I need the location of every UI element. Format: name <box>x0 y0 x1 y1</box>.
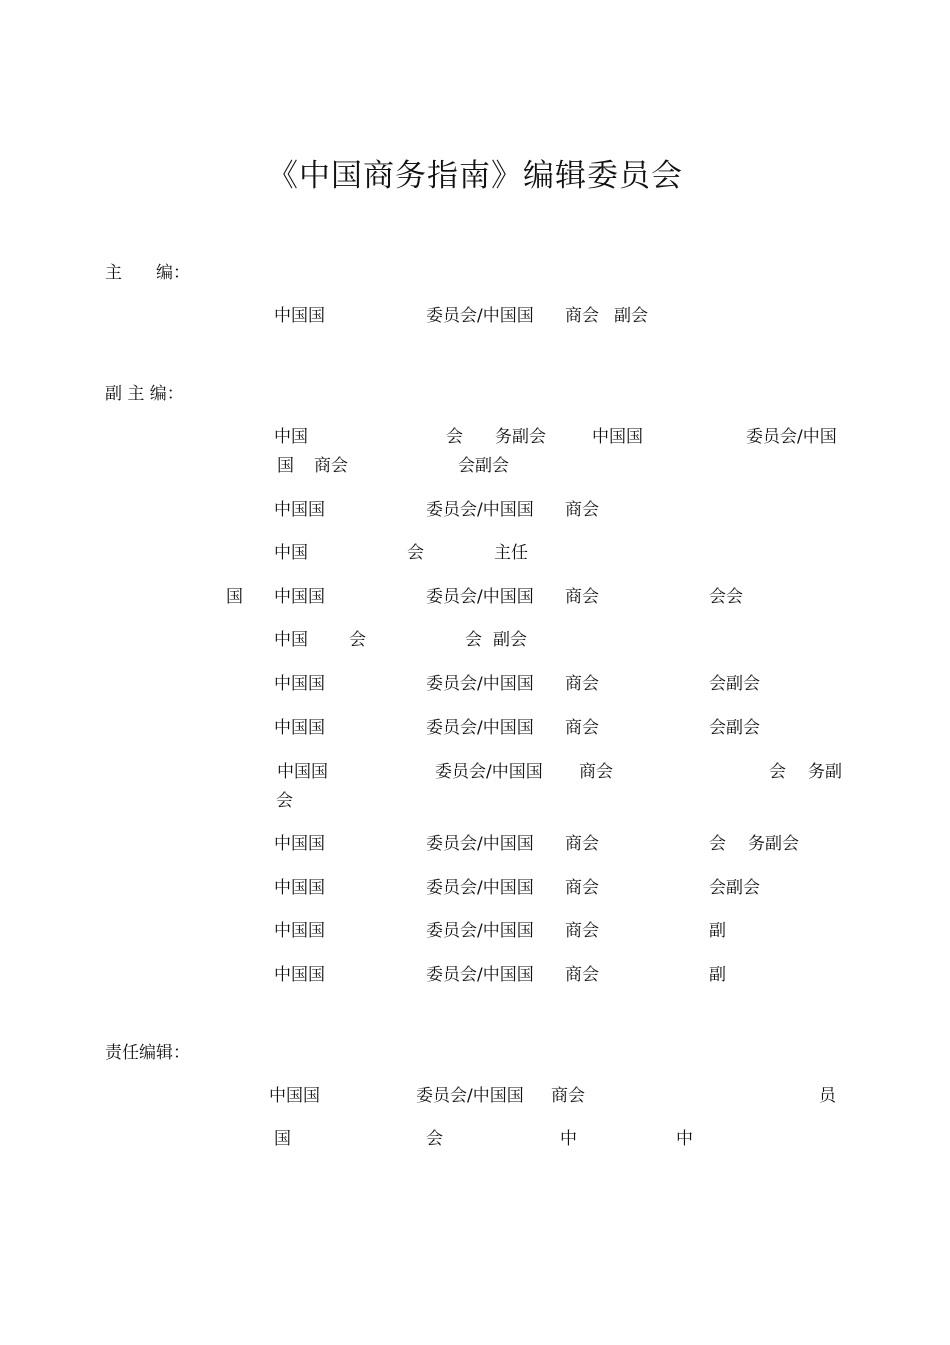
entry-text: 国 <box>274 1129 291 1149</box>
entry-text: 中国 <box>274 427 308 447</box>
entry-text: 国 <box>277 456 294 476</box>
entry-text: 务副会 <box>495 427 546 447</box>
entry-text: 商会 <box>565 306 599 326</box>
entry-text: 委员会/中国国 <box>426 834 534 854</box>
entry-text: 副 <box>709 965 726 985</box>
deputy-editor-label: 副 主 编： <box>105 384 184 404</box>
entry-text: 商会 <box>565 878 599 898</box>
entry-text: 商会 <box>551 1086 585 1106</box>
entry-text: 中国国 <box>274 965 325 985</box>
entry-text: 委员会/中国国 <box>435 762 543 782</box>
entry-text: 中国国 <box>274 587 325 607</box>
entry-text: 中国国 <box>269 1086 320 1106</box>
entry-text: 副会 <box>614 306 648 326</box>
entry-text: 商会 <box>565 500 599 520</box>
entry-text: 商会 <box>565 674 599 694</box>
entry-text: 会 <box>709 834 726 854</box>
entry-text: 委员会/中国国 <box>426 965 534 985</box>
entry-text: 中 <box>676 1129 693 1149</box>
entry-text: 国 <box>226 587 243 607</box>
entry-text: 副会 <box>493 630 527 650</box>
entry-text: 会副会 <box>709 674 760 694</box>
entry-text: 中国 <box>274 543 308 563</box>
entry-text: 商会 <box>565 834 599 854</box>
entry-text: 会 <box>349 630 366 650</box>
entry-text: 中国国 <box>592 427 643 447</box>
entry-text: 中国国 <box>274 674 325 694</box>
entry-text: 会副会 <box>458 456 509 476</box>
entry-text: 商会 <box>579 762 613 782</box>
entry-text: 商会 <box>565 965 599 985</box>
entry-text: 商会 <box>565 587 599 607</box>
entry-text: 中国 <box>274 630 308 650</box>
entry-text: 会副会 <box>709 718 760 738</box>
entry-text: 委员会/中国国 <box>426 674 534 694</box>
entry-text: 商会 <box>565 921 599 941</box>
entry-text: 会 <box>407 543 424 563</box>
entry-text: 委员会/中国国 <box>426 878 534 898</box>
entry-text: 委员会/中国 <box>746 427 837 447</box>
entry-text: 务副会 <box>748 834 799 854</box>
entry-text: 委员会/中国国 <box>426 718 534 738</box>
entry-text: 员 <box>819 1086 836 1106</box>
entry-text: 商会 <box>314 456 348 476</box>
entry-text: 会 <box>465 630 482 650</box>
entry-text: 会 <box>276 791 293 811</box>
entry-text: 会会 <box>709 587 743 607</box>
responsible-editor-label: 责任编辑： <box>105 1043 190 1063</box>
entry-text: 委员会/中国国 <box>426 500 534 520</box>
entry-text: 会副会 <box>709 878 760 898</box>
entry-text: 委员会/中国国 <box>426 306 534 326</box>
entry-text: 中国国 <box>274 500 325 520</box>
entry-text: 中 <box>560 1129 577 1149</box>
entry-text: 会 <box>426 1129 443 1149</box>
chief-editor-label: 主 编： <box>105 263 190 283</box>
entry-text: 务副 <box>808 762 842 782</box>
entry-text: 委员会/中国国 <box>416 1086 524 1106</box>
entry-text: 中国国 <box>274 834 325 854</box>
entry-text: 会 <box>769 762 786 782</box>
entry-text: 委员会/中国国 <box>426 921 534 941</box>
entry-text: 中国国 <box>274 718 325 738</box>
entry-text: 主任 <box>494 543 528 563</box>
entry-text: 委员会/中国国 <box>426 587 534 607</box>
entry-text: 中国国 <box>274 921 325 941</box>
entry-text: 会 <box>446 427 463 447</box>
page-title: 《中国商务指南》编辑委员会 <box>267 158 683 194</box>
entry-text: 副 <box>709 921 726 941</box>
entry-text: 中国国 <box>277 762 328 782</box>
entry-text: 中国国 <box>274 878 325 898</box>
entry-text: 商会 <box>565 718 599 738</box>
entry-text: 中国国 <box>274 306 325 326</box>
